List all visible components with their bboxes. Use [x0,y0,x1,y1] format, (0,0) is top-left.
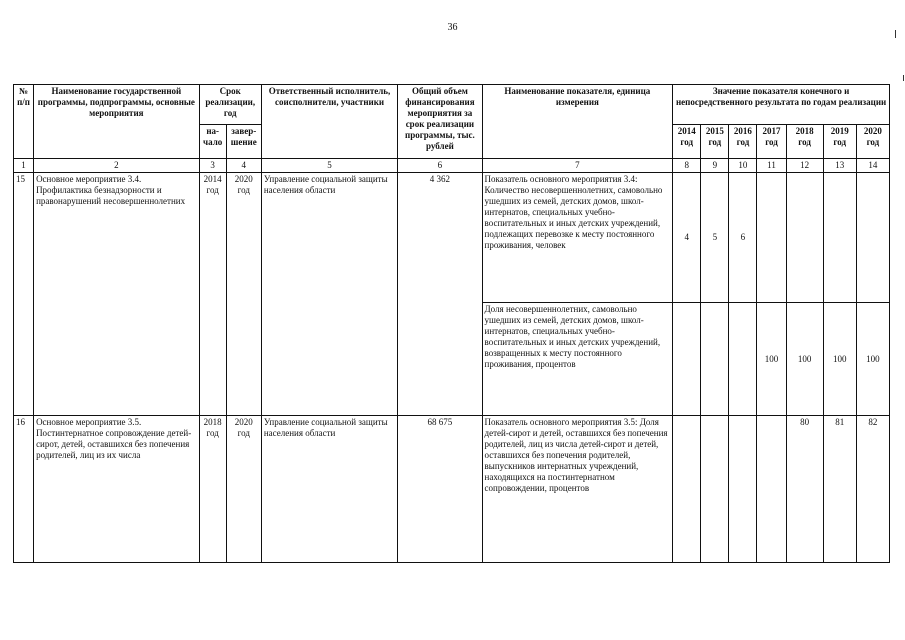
scan-mark-right [903,75,904,81]
header-indicator: Наименование показателя, единица измерения [482,85,673,159]
column-number: 12 [786,159,823,173]
indicator-value [823,173,856,303]
page-number: 36 [447,22,458,33]
indicator-value: 100 [823,303,856,416]
column-number: 13 [823,159,856,173]
program-name: Основное мероприятие 3.5. Постинтернатное сопровождение детей-сирот, детей, оставшихся без попечения родителей, лиц из их числа [34,416,200,563]
header-values-title: Значение показателя конечного и непосредственного результата по годам реализации [673,85,890,125]
column-number: 14 [856,159,889,173]
scan-mark-top-right [895,30,896,38]
indicator-value: 82 [856,416,889,563]
indicator-value: 4 [673,173,701,303]
column-number: 3 [199,159,226,173]
header-term: Срок реализации, год [199,85,261,125]
header-year: 2015 год [701,125,729,159]
header-term-start: на-чало [199,125,226,159]
column-number: 9 [701,159,729,173]
indicator-value: 100 [757,303,786,416]
term-end: 2020 год [226,416,261,563]
indicator-value: 100 [786,303,823,416]
executor: Управление социальной защиты населения области [261,173,397,416]
indicator-value [757,416,786,563]
indicator-value [701,303,729,416]
indicator-name: Доля несовершеннолетних, самовольно ушедших из семей, детских домов, школ-интернатов, специальных учебно-воспитательных и иных детских учреждений, возвращенных к месту постоянного проживания, процентов [482,303,673,416]
column-number: 1 [14,159,34,173]
header-year: 2017 год [757,125,786,159]
term-start: 2014 год [199,173,226,416]
table-row [14,416,890,563]
indicator-value [729,416,757,563]
column-number: 7 [482,159,673,173]
program-name: Основное мероприятие 3.4. Профилактика безнадзорности и правонарушений несовершеннолетних [34,173,200,416]
indicator-name: Показатель основного мероприятия 3.4: Количество несовершеннолетних, самовольно ушедших из семей, детских домов, школ-интернатов, специальных учебно-воспитательных и иных детских учреждений, подлежащих перевозке к месту постоянного проживания, человек [482,173,673,303]
indicator-value: 100 [856,303,889,416]
indicator-value: 5 [701,173,729,303]
column-number: 8 [673,159,701,173]
header-year: 2020 год [856,125,889,159]
indicator-value: 6 [729,173,757,303]
table-row [14,173,890,303]
indicator-value [786,173,823,303]
indicator-value [729,303,757,416]
indicator-value [701,416,729,563]
header-term-end: завер-шение [226,125,261,159]
header-no: № п/п [14,85,34,159]
indicator-value [856,173,889,303]
row-number: 15 [14,173,34,416]
header-program: Наименование государственной программы, подпрограммы, основные мероприятия [34,85,200,159]
header-year: 2019 год [823,125,856,159]
program-table [13,84,890,563]
indicator-name: Показатель основного мероприятия 3.5: Доля детей-сирот и детей, оставшихся без попечения родителей, лиц из числа детей-сирот и детей, оставшихся без попечения родителей, выпускников интернатных учреждений, находящихся на постинтернатном сопровождении, процентов [482,416,673,563]
funding: 68 675 [398,416,482,563]
executor: Управление социальной защиты населения области [261,416,397,563]
column-number: 11 [757,159,786,173]
column-number: 2 [34,159,200,173]
column-number: 4 [226,159,261,173]
header-year: 2018 год [786,125,823,159]
term-end: 2020 год [226,173,261,416]
header-year: 2016 год [729,125,757,159]
column-number: 6 [398,159,482,173]
indicator-value [673,303,701,416]
indicator-value: 80 [786,416,823,563]
header-executor: Ответственный исполнитель, соисполнители, участники [261,85,397,159]
funding: 4 362 [398,173,482,416]
indicator-value [673,416,701,563]
row-number: 16 [14,416,34,563]
indicator-value [757,173,786,303]
column-number: 5 [261,159,397,173]
indicator-value: 81 [823,416,856,563]
header-funding: Общий объем финансирования мероприятия за срок реализации программы, тыс. рублей [398,85,482,159]
column-number: 10 [729,159,757,173]
term-start: 2018 год [199,416,226,563]
header-year: 2014 год [673,125,701,159]
